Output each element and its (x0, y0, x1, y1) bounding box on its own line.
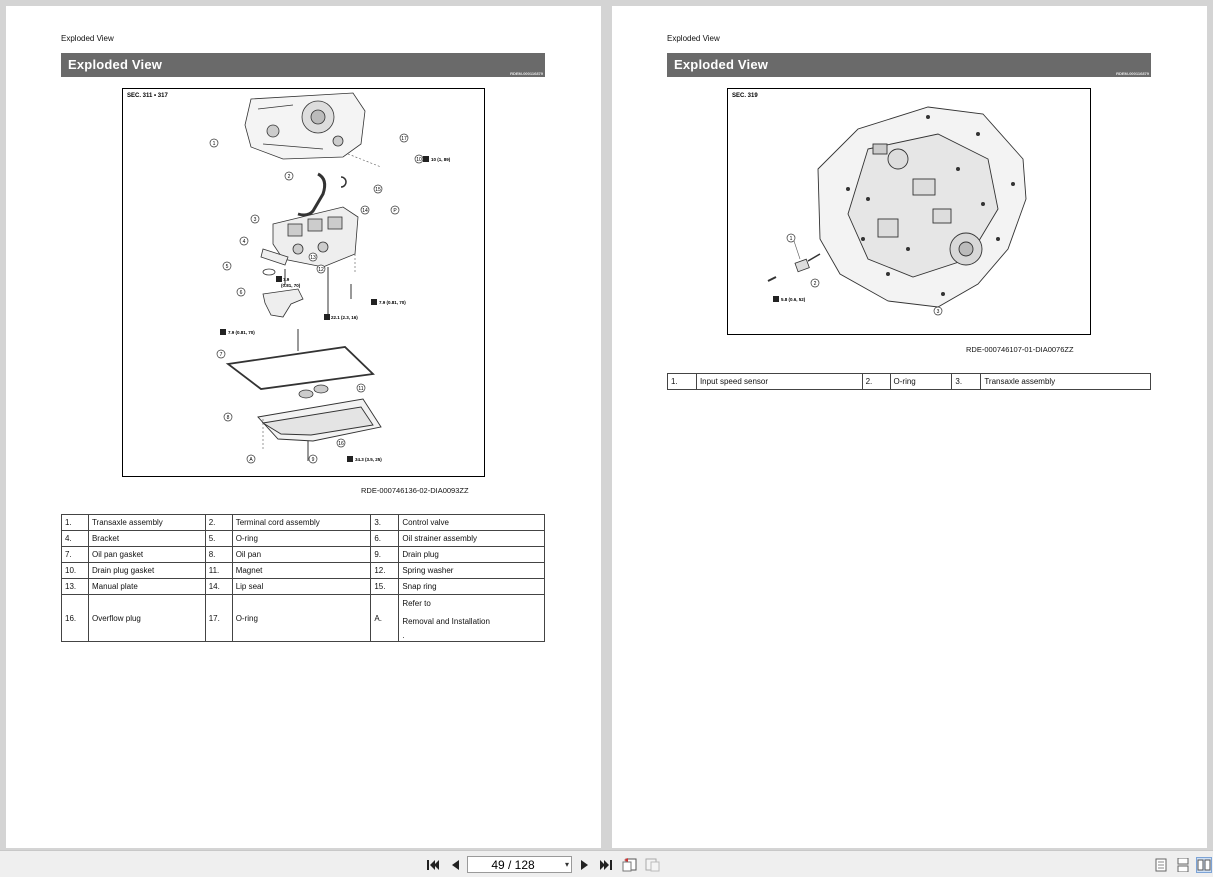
part-name: Control valve (399, 515, 545, 531)
part-number: 6. (371, 531, 399, 547)
svg-text:4: 4 (242, 239, 246, 245)
part-number: 4. (62, 531, 89, 547)
transaxle-housing-drawing (245, 93, 365, 159)
input-speed-sensor-drawing (795, 254, 820, 272)
part-number: 1. (668, 374, 697, 390)
part-number: 5. (205, 531, 232, 547)
page-header-text: Exploded View (61, 34, 114, 43)
svg-text:34.3 (3.5, 25): 34.3 (3.5, 25) (355, 457, 382, 462)
part-number: 7. (62, 547, 89, 563)
part-name: Oil pan gasket (88, 547, 205, 563)
parts-table-body (668, 374, 1151, 390)
prev-page-icon[interactable] (447, 857, 463, 873)
part-number: 8. (205, 547, 232, 563)
part-name: Overflow plug (88, 595, 205, 642)
terminal-cord-drawing (298, 174, 325, 215)
exploded-diagram-figure (122, 88, 485, 477)
parts-table (61, 514, 545, 642)
svg-text:2: 2 (813, 281, 817, 287)
svg-text:12: 12 (318, 267, 324, 273)
table-row (62, 547, 545, 563)
pdf-page-left (6, 6, 601, 848)
section-code: RDEM-000116879 (1116, 71, 1149, 76)
svg-text:1: 1 (789, 236, 793, 242)
svg-text:9: 9 (311, 457, 315, 463)
part-number: 2. (205, 515, 232, 531)
part-name: Terminal cord assembly (232, 515, 371, 531)
svg-text:P: P (393, 208, 397, 214)
figure-code: RDE-000746107-01-DIA0076ZZ (966, 345, 1074, 354)
part-number: 14. (205, 579, 232, 595)
part-name: Bracket (88, 531, 205, 547)
exploded-diagram-drawing (123, 89, 486, 478)
table-row (62, 515, 545, 531)
part-name: O-ring (232, 595, 371, 642)
svg-text:3: 3 (253, 217, 257, 223)
section-title: Exploded View (68, 57, 163, 72)
svg-text:A: A (249, 457, 253, 463)
torque-label: 5.8 (0.6, 52) (781, 297, 806, 302)
part-number: 2. (862, 374, 890, 390)
part-number: A. (371, 595, 399, 642)
table-row (62, 579, 545, 595)
svg-text:11: 11 (358, 386, 364, 392)
part-number: 12. (371, 563, 399, 579)
page-number-input[interactable] (468, 857, 558, 872)
table-row (62, 595, 545, 642)
facing-pages-icon[interactable] (1196, 857, 1212, 873)
svg-text:1: 1 (212, 141, 216, 147)
forward-view-icon[interactable] (645, 857, 661, 873)
part-number: 1. (62, 515, 89, 531)
svg-text:3: 3 (936, 309, 940, 315)
table-row (62, 563, 545, 579)
section-banner (667, 53, 1151, 77)
page-header-text: Exploded View (667, 34, 720, 43)
svg-text:6: 6 (239, 290, 243, 296)
svg-text:16: 16 (338, 441, 344, 447)
svg-text:7.9 (0.81, 70): 7.9 (0.81, 70) (379, 300, 406, 305)
svg-text:8: 8 (226, 415, 230, 421)
part-name: Oil pan (232, 547, 371, 563)
svg-text:(0.81, 70): (0.81, 70) (281, 283, 301, 288)
sec-label: SEC. 311 • 317 (127, 93, 168, 99)
svg-text:2: 2 (287, 174, 291, 180)
part-number: 11. (205, 563, 232, 579)
part-name: Oil strainer assembly (399, 531, 545, 547)
parts-table-body (62, 515, 545, 595)
table-row (668, 374, 1151, 390)
svg-text:7.9: 7.9 (283, 277, 290, 282)
svg-text:7.9 (0.81, 70): 7.9 (0.81, 70) (228, 330, 255, 335)
reference-link-cell[interactable] (399, 595, 545, 642)
part-name: Transaxle assembly (88, 515, 205, 531)
part-name: Magnet (232, 563, 371, 579)
part-number: 16. (62, 595, 89, 642)
part-name: Manual plate (88, 579, 205, 595)
part-name: Input speed sensor (696, 374, 862, 390)
part-name: Transaxle assembly (981, 374, 1151, 390)
continuous-page-icon[interactable] (1175, 857, 1191, 873)
part-name: Spring washer (399, 563, 545, 579)
single-page-icon[interactable] (1153, 857, 1169, 873)
svg-text:17: 17 (401, 136, 407, 142)
part-number: 10. (62, 563, 89, 579)
oil-pan-drawing (258, 399, 381, 441)
part-name: O-ring (890, 374, 952, 390)
part-number: 13. (62, 579, 89, 595)
transaxle-diagram-figure (727, 88, 1091, 335)
svg-text:15: 15 (375, 187, 381, 193)
viewer-toolbar (0, 850, 1213, 877)
parts-table (667, 373, 1151, 390)
part-number: 3. (952, 374, 981, 390)
part-name: O-ring (232, 531, 371, 547)
chevron-down-icon[interactable]: ▾ (564, 860, 569, 869)
svg-text:14: 14 (362, 208, 368, 214)
part-name: Snap ring (399, 579, 545, 595)
sec-label: SEC. 319 (732, 93, 758, 99)
next-page-icon[interactable] (577, 857, 593, 873)
part-name: Drain plug gasket (88, 563, 205, 579)
svg-text:10: 10 (416, 157, 422, 163)
part-name: Lip seal (232, 579, 371, 595)
part-number: 9. (371, 547, 399, 563)
page-selector[interactable] (467, 856, 572, 873)
part-number: 15. (371, 579, 399, 595)
reference-text: Refer to (402, 599, 431, 608)
figure-code: RDE-000746136-02-DIA0093ZZ (361, 486, 469, 495)
svg-text:13: 13 (310, 255, 316, 261)
part-number: 3. (371, 515, 399, 531)
section-title: Exploded View (674, 57, 769, 72)
pdf-page-right (612, 6, 1207, 848)
svg-text:5: 5 (225, 264, 229, 270)
reference-end: . (402, 631, 405, 640)
oil-pan-gasket-drawing (228, 347, 373, 389)
oil-strainer-drawing (263, 289, 303, 317)
part-number: 17. (205, 595, 232, 642)
first-page-icon[interactable] (425, 857, 441, 873)
last-page-icon[interactable] (598, 857, 614, 873)
back-view-icon[interactable] (622, 857, 638, 873)
section-code: RDEM-000116879 (510, 71, 543, 76)
part-name: Drain plug (399, 547, 545, 563)
section-banner (61, 53, 545, 77)
svg-text:22.1 (2.3, 16): 22.1 (2.3, 16) (331, 315, 358, 320)
svg-text:10 (1, 89): 10 (1, 89) (431, 157, 451, 162)
table-row (62, 531, 545, 547)
reference-link[interactable]: Removal and Installation (402, 617, 490, 626)
transaxle-assembly-drawing (818, 107, 1026, 307)
svg-text:7: 7 (219, 352, 223, 358)
transaxle-diagram-drawing (728, 89, 1092, 336)
